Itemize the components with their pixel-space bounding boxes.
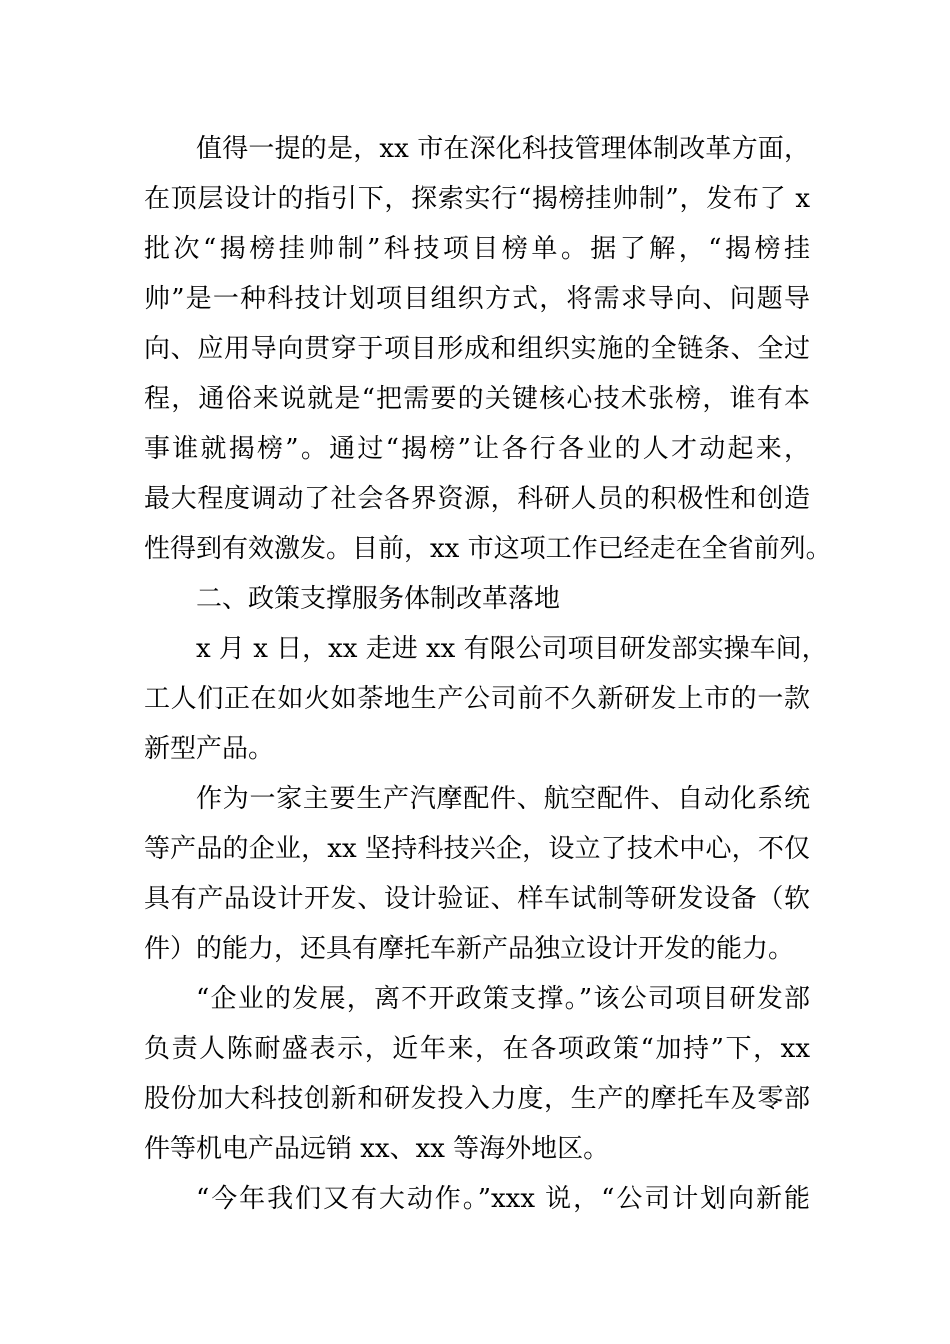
paragraph-workshop-visit [144,624,828,774]
paragraph-new-plans-quote [144,1174,810,1224]
paragraph-company-profile [144,774,810,974]
text-line: 件等机电产品远销 xx、xx 等海外地区。 [144,1134,610,1164]
text-line: 负责人陈耐盛表示，近年来，在各项政策“加持”下，xx [144,1034,810,1064]
text-line: 新型产品。 [144,734,275,764]
text-line: 股份加大科技创新和研发投入力度，生产的摩托车及零部 [144,1084,810,1114]
text-line: 等产品的企业，xx 坚持科技兴企，设立了技术中心，不仅 [144,834,810,864]
text-line: 最大程度调动了社会各界资源，科研人员的积极性和创造 [144,484,810,514]
text-line: x 月 x 日，xx 走进 xx 有限公司项目研发部实操车间， [196,634,828,664]
document-body [144,124,832,1224]
text-line: 程，通俗来说就是“把需要的关键核心技术张榜，谁有本 [144,384,810,414]
text-line: 具有产品设计开发、设计验证、样车试制等研发设备（软 [144,884,810,914]
text-line: 件）的能力，还具有摩托车新产品独立设计开发的能力。 [144,934,795,964]
section-heading [144,574,810,624]
text-line: 向、应用导向贯穿于项目形成和组织实施的全链条、全过 [144,334,810,364]
text-line: 在顶层设计的指引下，探索实行“揭榜挂帅制”，发布了 x [144,184,810,214]
text-line: 帅”是一种科技计划项目组织方式，将需求导向、问题导 [144,284,810,314]
text-line: 性得到有效激发。目前，xx 市这项工作已经走在全省前列。 [144,534,832,564]
text-line: 值得一提的是，xx 市在深化科技管理体制改革方面， [196,134,810,164]
text-line: 作为一家主要生产汽摩配件、航空配件、自动化系统 [196,784,810,814]
paragraph-policy-support-quote [144,974,810,1174]
text-line: “企业的发展，离不开政策支撑。”该公司项目研发部 [196,984,810,1014]
text-line: 批次“揭榜挂帅制”科技项目榜单。据了解，“揭榜挂 [144,234,810,264]
text-line: “今年我们又有大动作。”xxx 说，“公司计划向新能 [196,1184,810,1214]
paragraph-tech-management-reform [144,124,832,574]
text-line: 工人们正在如火如荼地生产公司前不久新研发上市的一款 [144,684,810,714]
text-line: 事谁就揭榜”。通过“揭榜”让各行各业的人才动起来， [144,434,810,464]
section-heading-text: 二、政策支撑服务体制改革落地 [196,584,561,614]
